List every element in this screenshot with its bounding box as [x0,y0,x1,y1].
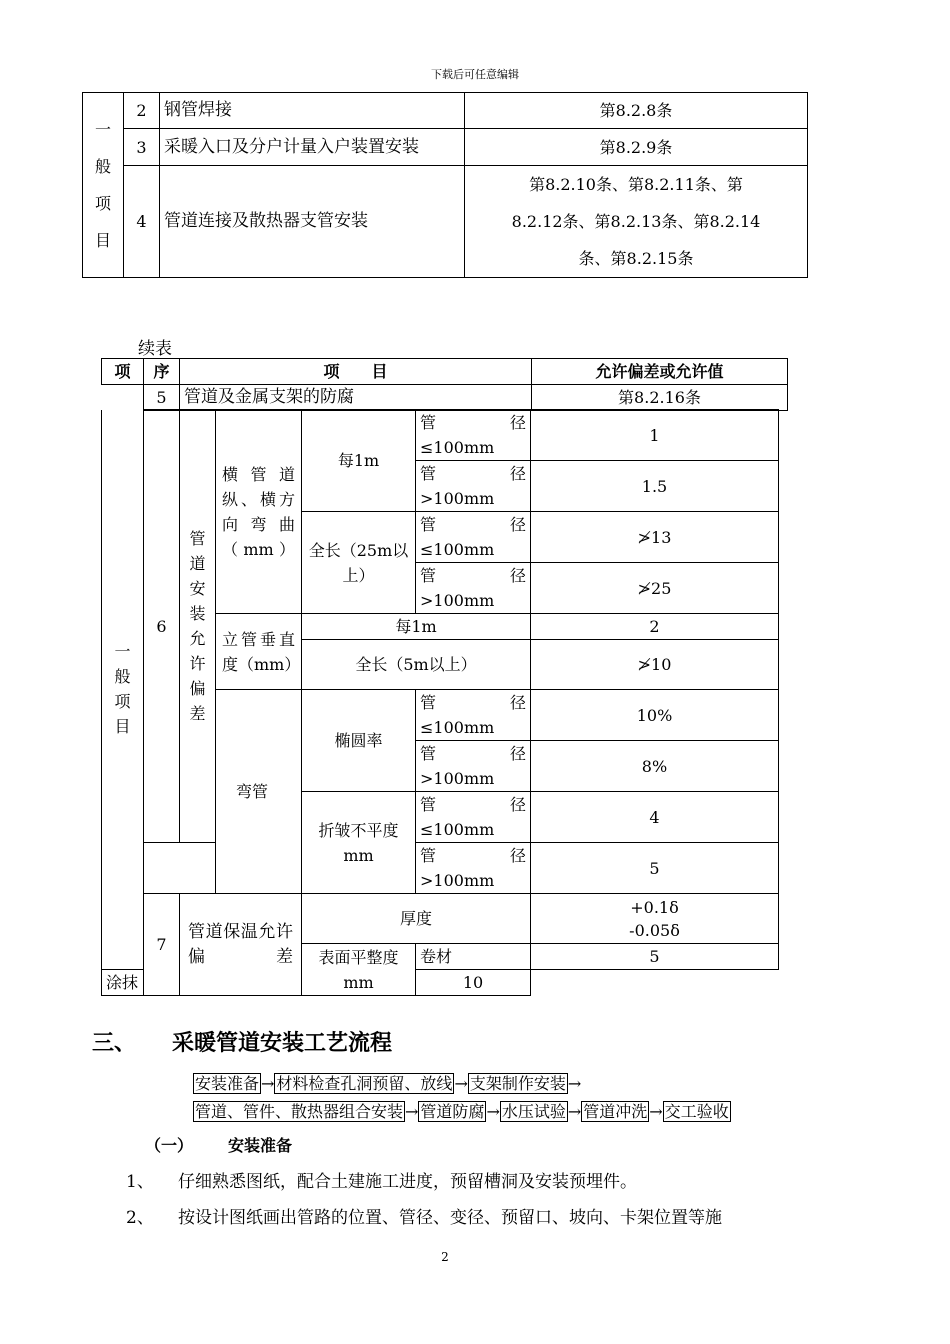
flow-step: 水压试验 [501,1102,566,1121]
table-2-body [101,409,779,996]
row-no: 6 [144,410,180,843]
flow-step: 交工验收 [664,1102,729,1121]
diameter-le-100: 管 径≤100mm [416,792,531,843]
diameter-gt-100: 管 径 >100mm [416,741,531,792]
arrow-icon: → [454,1074,468,1093]
per-1m-label: 每1m [302,410,416,512]
row-ref: 第8.2.10条、第8.2.11条、第 8.2.12条、第8.2.13条、第8.2.14 条、第8.2.15条 [465,166,808,278]
continued-label: 续表 [138,339,172,359]
value-cell: ≯10 [531,640,779,690]
value-cell: 1.5 [531,461,779,512]
row-7-label: 管道保温允许偏差 [180,894,302,996]
table-2-row-5 [143,384,788,411]
diameter-le-100: 管 径≤100mm [416,512,531,563]
arrow-icon: → [486,1102,500,1121]
wrinkle-label: 折皱不平度mm [302,792,416,894]
row-item: 钢管焊接 [160,93,465,129]
spacer-cell [144,843,216,894]
arrow-icon: → [649,1102,663,1121]
vertical-full-length: 全长（5m以上） [302,640,531,690]
row-item: 管道连接及散热器支管安装 [160,166,465,278]
table-2-header [101,358,788,385]
diameter-gt-100: 管 径 >100mm [416,461,531,512]
flatness-label: 表面平整度mm [302,944,416,996]
value-cell: 4 [531,792,779,843]
row-ref: 第8.2.8条 [465,93,808,129]
item-text: 仔细熟悉图纸，配合土建施工进度，预留槽洞及安装预埋件。 [178,1172,637,1192]
row-ref: 第8.2.9条 [465,129,808,166]
item-text: 按设计图纸画出管路的位置、管径、变径、预留口、坡向、卡架位置等施 [178,1208,722,1228]
arrow-icon: → [567,1074,582,1093]
flow-line-1 [193,1073,581,1095]
ellipse-label: 椭圆率 [302,690,416,792]
roll-label: 卷材 [416,944,531,970]
row-no: 2 [124,93,160,129]
row-item: 采暖入口及分户计量入户装置安装 [160,129,465,166]
value-cell: 2 [531,614,779,640]
row-no: 4 [124,166,160,278]
section-title: 采暖管道安装工艺流程 [172,1031,393,1056]
diameter-le-100: 管 径≤100mm [416,690,531,741]
row-ref: 第8.2.16条 [532,385,788,411]
value-cell: 5 [531,843,779,894]
flow-step: 安装准备 [195,1074,260,1093]
row-no: 3 [124,129,160,166]
header-col-category: 项 [102,359,144,385]
flow-line-2 [193,1101,731,1123]
group-label-general: 一 般 项 目 [83,93,124,278]
horizontal-bend-label: 横管道纵、横方向弯曲（mm） [216,410,302,614]
flow-step: 材料检查孔洞预留、放线 [276,1074,453,1093]
value-cell: +0.1δ -0.05δ [531,894,779,944]
diameter-le-100: 管 径≤100mm [416,410,531,461]
subsection-number: （一） [145,1136,194,1155]
row-item: 管道及金属支架的防腐 [180,385,532,411]
item-number: 2、 [126,1208,154,1228]
flow-step: 管道防腐 [420,1102,485,1121]
value-cell: ≯13 [531,512,779,563]
header-col-item: 项 目 [180,359,532,385]
group-label-general: 一 般 项 目 [102,410,144,970]
diameter-gt-100: 管 径 >100mm [416,843,531,894]
value-cell: 10 [416,970,531,996]
subsection-title: 安装准备 [228,1136,293,1155]
value-cell: 1 [531,410,779,461]
flow-step: 管道冲洗 [583,1102,648,1121]
diameter-gt-100: 管 径 >100mm [416,563,531,614]
row-no: 7 [144,894,180,996]
header-col-no: 序 [144,359,180,385]
full-length-label: 全长（25m以上） [302,512,416,614]
flow-step: 管道、管件、散热器组合安装 [195,1102,404,1121]
page-number: 2 [441,1250,449,1264]
table-1 [82,92,808,278]
arrow-icon: → [261,1074,275,1093]
value-cell: 10% [531,690,779,741]
thickness-label: 厚度 [302,894,531,944]
row-no: 5 [144,385,180,411]
header-col-allowance: 允许偏差或允许值 [532,359,788,385]
vertical-per-1m: 每1m [302,614,531,640]
item-number: 1、 [126,1172,154,1192]
flow-step: 支架制作安装 [469,1074,566,1093]
value-cell: ≯25 [531,563,779,614]
arrow-icon: → [567,1102,582,1121]
row-6-label: 管 道 安 装 允 许 偏 差 [180,410,216,843]
section-number: 三、 [92,1031,137,1056]
vertical-pipe-label: 立管垂直 度（mm） [216,614,302,690]
value-cell: 8% [531,741,779,792]
arrow-icon: → [405,1102,419,1121]
elbow-label: 弯管 [216,690,302,894]
value-cell: 5 [531,944,779,970]
header-note: 下载后可任意编辑 [431,68,519,81]
coat-label: 涂抹 [102,970,144,996]
